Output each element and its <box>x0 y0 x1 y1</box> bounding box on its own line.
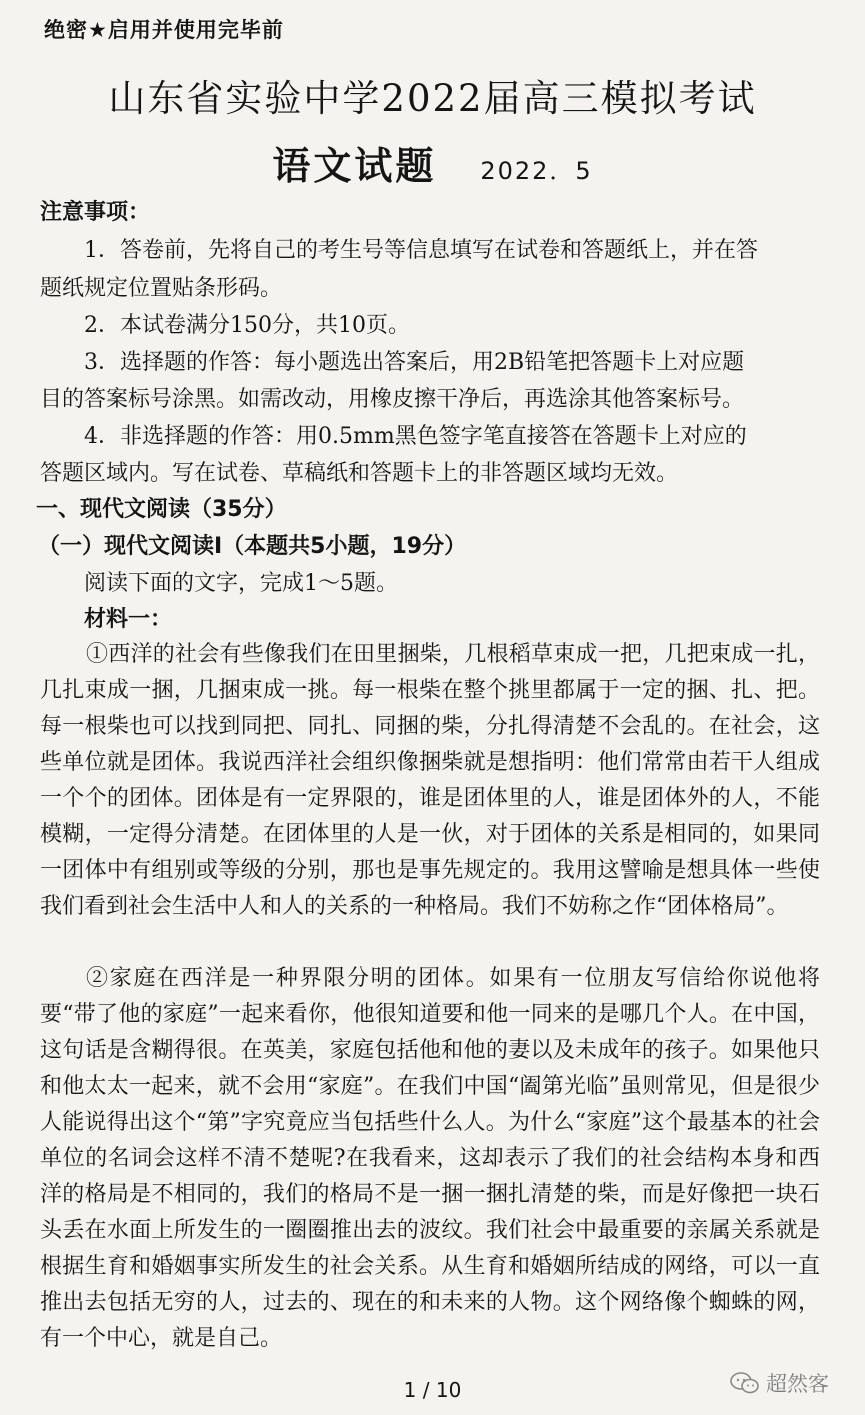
exam-title: 山东省实验中学2022届高三模拟考试 <box>108 77 757 120</box>
watermark <box>730 1368 829 1398</box>
wechat-icon <box>730 1372 760 1394</box>
note-item-1-line-2: 题纸规定位置贴条形码。 <box>40 276 283 301</box>
note-item-3-line-1: 3．选择题的作答：每小题选出答案后，用2B铅笔把答题卡上对应题 <box>84 350 745 375</box>
subject-title: 语文试题 <box>272 144 437 188</box>
note-item-4-line-1: 4．非选择题的作答：用0.5mm黑色签字笔直接答在答题卡上对应的 <box>84 424 747 449</box>
reading-instruction: 阅读下面的文字，完成1～5题。 <box>84 571 398 596</box>
section-heading: 一、现代文阅读（35分） <box>36 497 287 522</box>
subsection-heading: （一）现代文阅读Ⅰ（本题共5小题，19分） <box>38 534 467 559</box>
exam-date: 2022．5 <box>480 157 593 185</box>
note-item-4-line-2: 答题区域内。写在试卷、草稿纸和答题卡上的非答题区域均无效。 <box>40 461 679 486</box>
notes-heading: 注意事项： <box>40 200 151 225</box>
note-item-1-line-1: 1．答卷前，先将自己的考生号等信息填写在试卷和答题纸上，并在答 <box>84 238 758 263</box>
note-item-2: 2．本试卷满分150分，共10页。 <box>84 313 410 338</box>
secrecy-label: 绝密★启用并使用完毕前 <box>44 18 284 42</box>
subtitle-row <box>0 135 865 190</box>
page-number: 1 / 10 <box>403 1378 462 1402</box>
material-label: 材料一： <box>84 607 173 632</box>
material-paragraph-2: ②家庭在西洋是一种界限分明的团体。如果有一位朋友写信给你说他将要“带了他的家庭”一起来看你，他很知道要和他一同来的是哪几个人。在中国，这句话是含糊得很。在英美，家庭包括他和他的妻以及未成年的孩子。如果他只和他太太一起来，就不会用“家庭”。在我们中国“阖第光临”虽则常见，但是很少人能说得出这个“第”字究竟应当包括些什么人。为什么“家庭”这个最基本的社会单位的名词会这样不清不楚呢?在我看来，这却表示了我们的社会结构本身和西洋的格局是不相同的，我们的格局不是一捆一捆扎清楚的柴，而是好像把一块石头丢在水面上所发生的一圈圈推出去的波纹。我们社会中最重要的亲属关系就是根据生育和婚姻事实所发生的社会关系。从生育和婚姻所结成的网络，可以一直推出去包括无穷的人，过去的、现在的和未来的人物。这个网络像个蜘蛛的网，有一个中心，就是自己。 <box>40 966 820 1351</box>
note-item-3-line-2: 目的答案标号涂黑。如需改动，用橡皮擦干净后，再选涂其他答案标号。 <box>40 387 745 412</box>
material-paragraph-1: ①西洋的社会有些像我们在田里捆柴，几根稻草束成一把，几把束成一扎，几扎束成一捆，几捆束成一挑。每一根柴在整个挑里都属于一定的捆、扎、把。每一根柴也可以找到同把、同扎、同捆的柴，分扎得清楚不会乱的。在社会，这些单位就是团体。我说西洋社会组织像捆柴就是想指明：他们常常由若干人组成一个个的团体。团体是有一定界限的，谁是团体里的人，谁是团体外的人，不能模糊，一定得分清楚。在团体里的人是一伙，对于团体的关系是相同的，如果同一团体中有组别或等级的分别，那也是事先规定的。我用这譬喻是想具体一些使我们看到社会生活中人和人的关系的一种格局。我们不妨称之作“团体格局”。 <box>40 642 820 919</box>
watermark-text: 超然客 <box>766 1372 829 1396</box>
